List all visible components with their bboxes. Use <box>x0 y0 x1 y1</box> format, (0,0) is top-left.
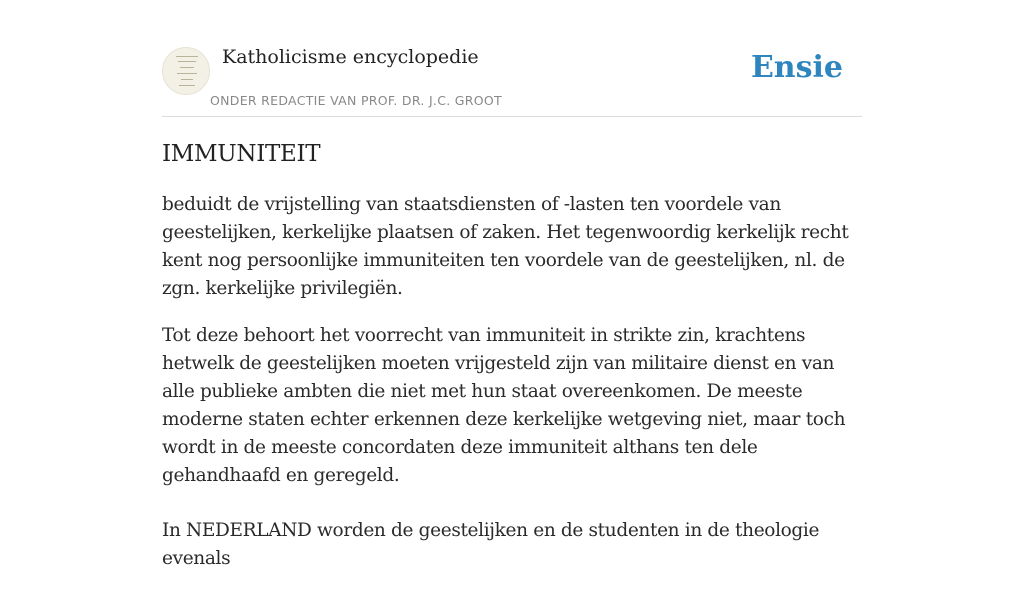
site-header <box>162 44 862 117</box>
entry-content <box>162 138 862 592</box>
entry-paragraph: Tot deze behoort het voorrecht van immuniteit in strikte zin, krachtens hetwelk de geestelijken moeten vrijgesteld zijn van militaire dienst en van alle publieke ambten die niet met hun staat overeenkomen. De meeste moderne staten echter erkennen deze kerkelijke wetgeving niet, maar toch wordt in de meeste concordaten deze immuniteit althans ten dele gehandhaafd en geregeld. <box>162 325 846 486</box>
entry-paragraph: beduidt de vrijstelling van staatsdiensten of -lasten ten voordele van geestelijken, kerkelijke plaatsen of zaken. Het tegenwoordig kerkelijk recht kent nog persoonlijke immuniteiten ten voordele van de geestelijken, nl. de zgn. kerkelijke privilegiën. <box>162 194 849 299</box>
entry-paragraph: In NEDERLAND worden de geestelijken en de studenten in de theologie evenals <box>162 520 820 569</box>
ensie-logo[interactable]: Ensie <box>750 50 843 85</box>
site-title[interactable]: Katholicisme encyclopedie <box>222 46 479 68</box>
encyclopedia-cover-icon[interactable] <box>162 47 210 95</box>
entry-title: IMMUNITEIT <box>162 141 321 167</box>
editor-subtitle: ONDER REDACTIE VAN PROF. DR. J.C. GROOT <box>210 93 502 108</box>
